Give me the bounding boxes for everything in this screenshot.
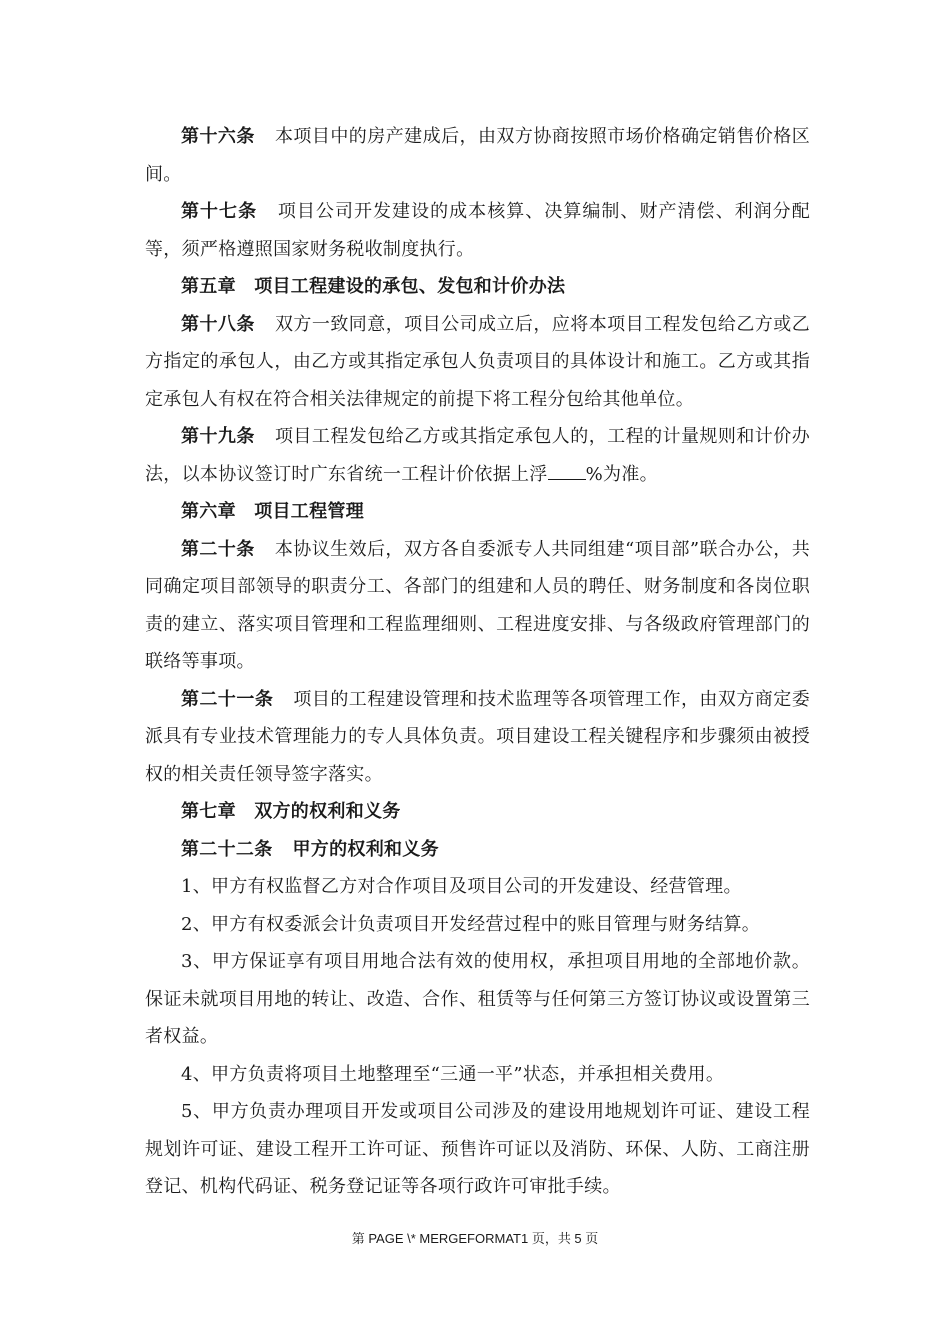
article-21 (145, 681, 810, 794)
article-22-heading (145, 831, 810, 869)
article-text: 项目的工程建设管理和技术监理等各项管理工作，由双方商定委派具有专业技术管理能力的专人具体负责。项目建设工程关键程序和步骤须由被授权的相关责任领导签字落实。 (145, 688, 810, 785)
article-label: 第十七条 (181, 201, 258, 222)
fill-in-blank (548, 461, 586, 480)
list-item: 1、甲方有权监督乙方对合作项目及项目公司的开发建设、经营管理。 (181, 876, 742, 897)
article-text: 本项目中的房产建成后，由双方协商按照市场价格确定销售价格区间。 (145, 126, 811, 185)
article-label: 第十六条 (181, 126, 255, 147)
article-label: 第十八条 (181, 313, 255, 335)
article-19 (145, 418, 810, 493)
article-18 (145, 306, 810, 419)
list-item: 5、甲方负责办理项目开发或项目公司涉及的建设用地规划许可证、建设工程规划许可证、建设工程开工许可证、预售许可证以及消防、环保、人防、工商注册登记、机构代码证、税务登记证等各项行政许可审批手续。 (145, 1101, 810, 1197)
chapter-5-heading: 第五章 项目工程建设的承包、发包和计价办法 (181, 276, 566, 297)
article-text: 本协议生效后，双方各自委派专人共同组建“项目部”联合办公，共同确定项目部领导的职责分工、各部门的组建和人员的聘任、财务制度和各岗位职责的建立、落实项目管理和工程监理细则、工程进度安排、与各级政府管理部门的联络等事项。 (145, 538, 810, 672)
article-title: 甲方的权利和义务 (292, 838, 439, 860)
article-17 (145, 193, 810, 268)
article-text: 项目工程发包给乙方或其指定承包人的，工程的计量规则和计价办法，以本协议签订时广东省统一工程计价依据上浮 (145, 426, 811, 485)
page-footer: 第 PAGE \* MERGEFORMAT1 页，共 5 页 (351, 1231, 599, 1246)
article-label: 第二十一条 (181, 688, 274, 710)
article-label: 第二十条 (181, 538, 255, 560)
chapter-7-heading: 第七章 双方的权利和义务 (181, 801, 401, 822)
document-body (145, 118, 810, 1206)
article-label: 第二十二条 (181, 838, 273, 860)
article-16 (145, 118, 810, 193)
article-text-tail: %为准。 (585, 463, 658, 485)
article-text: 双方一致同意，项目公司成立后，应将本项目工程发包给乙方或乙方指定的承包人，由乙方或其指定承包人负责项目的具体设计和施工。乙方或其指定承包人有权在符合相关法律规定的前提下将工程分包给其他单位。 (145, 313, 811, 410)
list-item: 3、甲方保证享有项目用地合法有效的使用权，承担项目用地的全部地价款。保证未就项目用地的转让、改造、合作、租赁等与任何第三方签订协议或设置第三者权益。 (145, 951, 810, 1047)
article-20 (145, 531, 810, 681)
article-label: 第十九条 (181, 426, 255, 447)
list-item: 2、甲方有权委派会计负责项目开发经营过程中的账目管理与财务结算。 (181, 913, 761, 935)
list-item: 4、甲方负责将项目土地整理至“三通一平”状态，并承担相关费用。 (181, 1063, 725, 1085)
article-text: 项目公司开发建设的成本核算、决算编制、财产清偿、利润分配等，须严格遵照国家财务税收制度执行。 (145, 201, 810, 260)
chapter-6-heading: 第六章 项目工程管理 (181, 501, 364, 522)
